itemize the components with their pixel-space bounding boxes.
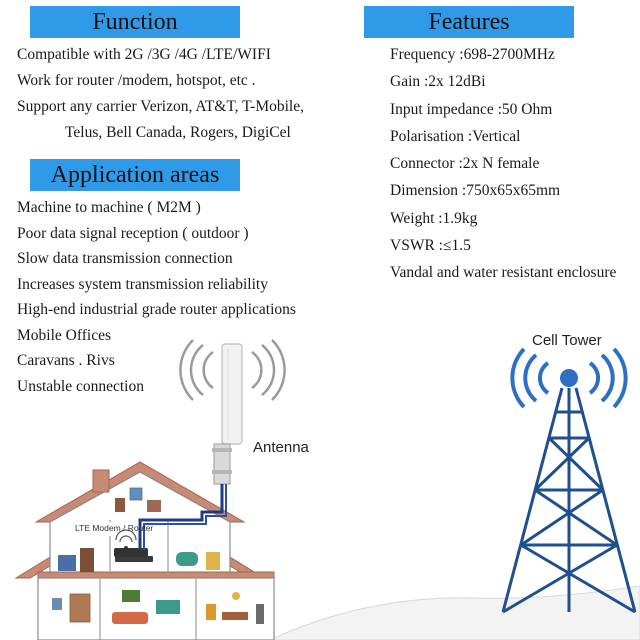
feature-line: Connector :2x N female	[390, 155, 540, 172]
application-line: Unstable connection	[17, 378, 144, 395]
cell-tower-icon	[503, 388, 635, 612]
application-line: Machine to machine ( M2M )	[17, 199, 201, 216]
function-heading: Function	[30, 6, 240, 38]
function-line: Telus, Bell Canada, Rogers, DigiCel	[65, 124, 291, 141]
feature-line: Gain :2x 12dBi	[390, 73, 486, 90]
function-line: Support any carrier Verizon, AT&T, T-Mobile,	[17, 98, 304, 115]
feature-line: Polarisation :Vertical	[390, 128, 521, 145]
feature-line: Weight :1.9kg	[390, 210, 478, 227]
feature-line: Vandal and water resistant enclosure	[390, 264, 617, 281]
application-line: Mobile Offices	[17, 327, 111, 344]
router-label: LTE Modem / Router	[75, 523, 154, 533]
tower-beacon-icon	[560, 369, 578, 387]
antenna-icon	[212, 344, 242, 484]
antenna-label: Antenna	[253, 439, 309, 456]
cell-tower-label: Cell Tower	[532, 332, 602, 349]
application-line: Increases system transmission reliability	[17, 276, 268, 293]
ground-hill	[270, 586, 640, 640]
function-line: Work for router /modem, hotspot, etc .	[17, 72, 256, 89]
feature-line: Dimension :750x65x65mm	[390, 182, 561, 199]
feature-line: VSWR :≤1.5	[390, 237, 471, 254]
features-heading: Features	[364, 6, 574, 38]
application-areas-heading: Application areas	[30, 159, 240, 191]
application-line: Slow data transmission connection	[17, 250, 233, 267]
feature-line: Input impedance :50 Ohm	[390, 101, 553, 118]
function-line: Compatible with 2G /3G /4G /LTE/WIFI	[17, 46, 271, 63]
application-line: High-end industrial grade router applications	[17, 301, 296, 318]
application-line: Caravans . Rivs	[17, 352, 115, 369]
feature-line: Frequency :698-2700MHz	[390, 46, 555, 63]
application-line: Poor data signal reception ( outdoor )	[17, 225, 249, 242]
